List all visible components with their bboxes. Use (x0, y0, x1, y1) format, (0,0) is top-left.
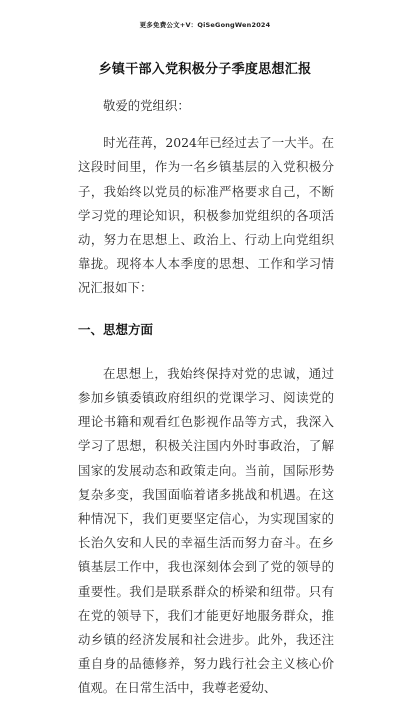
section-thought-paragraph: 在思想上，我始终保持对党的忠诚，通过参加乡镇委镇政府组织的党课学习、阅读党的理论书籍和观看红色影视作品等方式，我深入学习了思想，积极关注国内外时事政治，了解国家的发展动态和政策走向。当前，国际形势复杂多变，我国面临着诸多挑战和机遇。在这种情况下，我们更要坚定信心，为实现国家的长治久安和人民的幸福生活而努力奋斗。在乡镇基层工作中，我也深刻体会到了党的领导的重要性。我们是联系群众的桥梁和纽带。只有在党的领导下，我们才能更好地服务群众，推动乡镇的经济发展和社会进步。此外，我还注重自身的品德修养，努力践行社会主义核心价值观。在日常生活中，我尊老爱幼、 (78, 365, 334, 696)
document-title: 乡镇干部入党积极分子季度思想汇报 (98, 62, 312, 77)
header-watermark: 更多免费公文+V：QiSeGongWen2024 (139, 21, 271, 29)
salutation: 敬爱的党组织： (103, 98, 190, 113)
intro-paragraph: 时光荏苒，2024年已经过去了一大半。在这段时间里，作为一名乡镇基层的入党积极分子，我始终以党员的标准严格要求自己，不断学习党的理论知识，积极参加党组织的各项活动，努力在思想上、政治上、行动上向党组织靠拢。现将本人本季度的思想、工作和学习情况汇报如下： (78, 135, 334, 296)
section-heading-thought: 一、思想方面 (78, 321, 154, 337)
document-body (78, 94, 334, 701)
